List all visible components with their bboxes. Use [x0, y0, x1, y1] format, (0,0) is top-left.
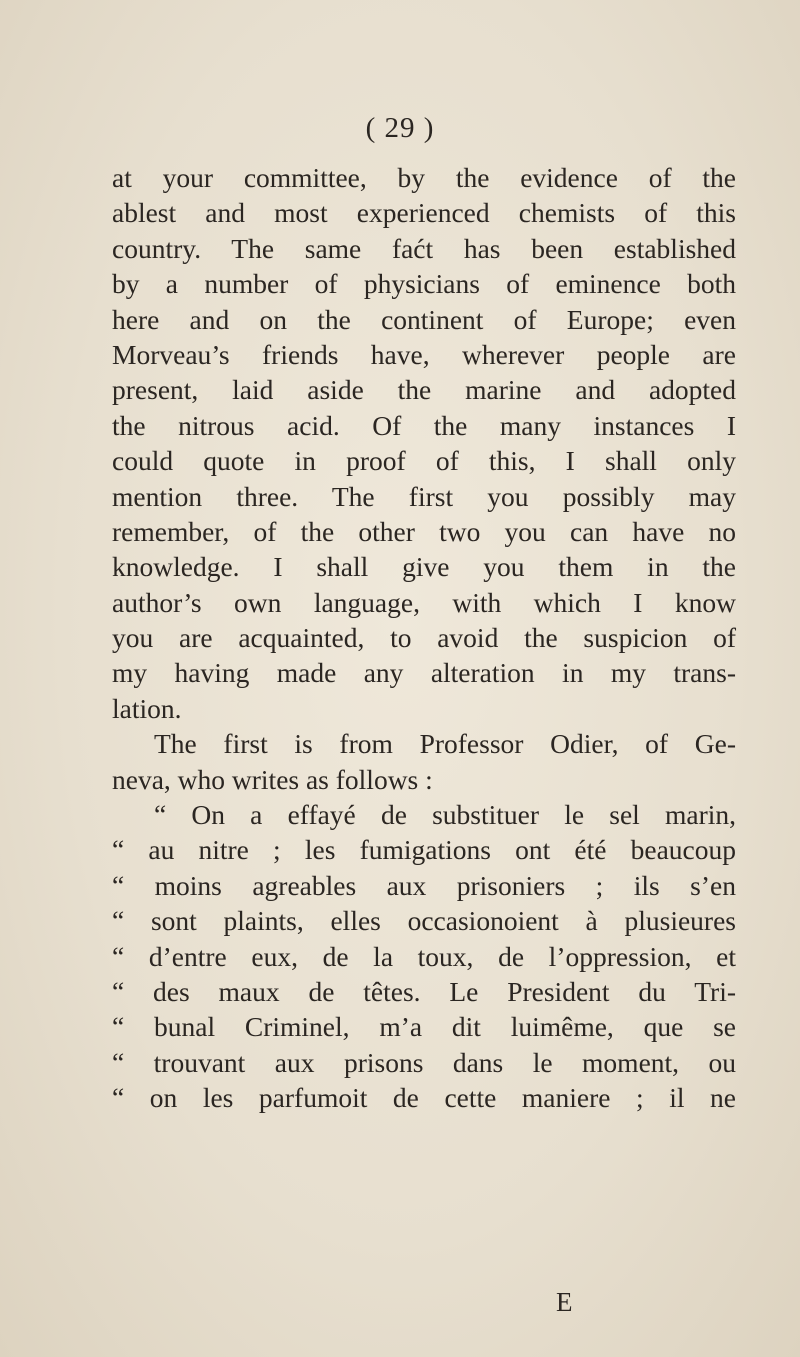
text-line: knowledge. I shall give you them in the	[112, 551, 736, 583]
text-line: ablest and most experienced chemists of this	[112, 197, 736, 229]
text-line: present, laid aside the marine and adopted	[112, 374, 736, 406]
text-line: remember, of the other two you can have no	[112, 515, 736, 547]
text-line: you are acquainted, to avoid the suspicion of	[112, 622, 736, 654]
text-line: here and on the continent of Europe; even	[112, 303, 736, 335]
text-line: country. The same faćt has been established	[112, 232, 736, 264]
text-line: Morveau’s friends have, wherever people are	[112, 338, 736, 370]
text-line: author’s own language, with which I know	[112, 586, 736, 618]
body-text	[112, 160, 736, 1116]
text-line: could quote in proof of this, I shall only	[112, 445, 736, 477]
text-line: my having made any alteration in my trans-	[112, 657, 736, 689]
quote-line: “ bunal Criminel, m’a dit luimême, que se	[112, 1011, 736, 1043]
text-line: mention three. The first you possibly may	[112, 480, 736, 512]
quote-line: “ moins agreables aux prisoniers ; ils s’en	[112, 869, 736, 901]
quote-line: “ au nitre ; les fumigations ont été beaucoup	[112, 834, 736, 866]
catchword: E	[556, 1287, 573, 1317]
quote-line: “ des maux de têtes. Le President du Tri-	[112, 975, 736, 1007]
text-line: lation.	[112, 692, 182, 724]
text-line: by a number of physicians of eminence both	[112, 268, 736, 300]
quote-line: “ trouvant aux prisons dans le moment, ou	[112, 1046, 736, 1078]
page-number: ( 29 )	[365, 112, 435, 144]
quote-line: “ d’entre eux, de la toux, de l’oppression, et	[112, 940, 736, 972]
text-line: neva, who writes as follows :	[112, 763, 433, 795]
text-line: The first is from Professor Odier, of Ge-	[154, 728, 736, 760]
quote-line: “ On a effayé de substituer le sel marin,	[154, 799, 736, 831]
quote-line: “ sont plaints, elles occasionoient à plusieures	[112, 905, 736, 937]
quote-line: “ on les parfumoit de cette maniere ; il ne	[112, 1082, 736, 1114]
text-line: the nitrous acid. Of the many instances I	[112, 409, 736, 441]
text-line: at your committee, by the evidence of the	[112, 162, 736, 193]
